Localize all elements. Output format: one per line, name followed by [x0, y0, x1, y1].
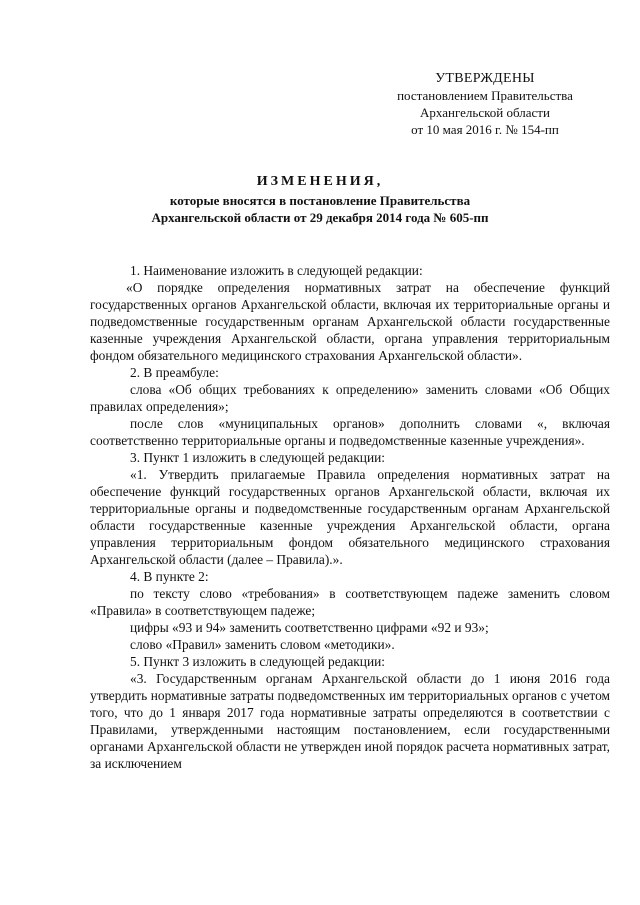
document-subtitle: которые вносятся в постановление Правительства — [169, 193, 471, 208]
list-item-heading: 3. Пункт 1 изложить в следующей редакции: — [130, 450, 386, 465]
paragraph: после слов «муниципальных органов» дополнить словами «, включая соответственно территориальные органы и подведомственные казенные учреждения». — [90, 416, 610, 448]
approval-heading: УТВЕРЖДЕНЫ — [435, 71, 535, 86]
list-item-heading: 2. В преамбуле: — [130, 365, 219, 380]
approval-line: Архангельской области — [420, 105, 550, 120]
paragraph: «3. Государственным органам Архангельской области до 1 июня 2016 года утвердить нормативные затраты подведомственных им территориальных органов с учетом того, что до 1 января 2017 года нормативные затраты определяются в соответствии с Правилами, утвержденными настоящим постановлением, если государственными органами Архангельской области не утвержден иной порядок расчета нормативных затрат, за исключением — [90, 671, 610, 771]
document-subtitle: Архангельской области от 29 декабря 2014 года № 605-пп — [151, 210, 489, 225]
approval-date: от 10 мая 2016 г. № 154-пп — [411, 122, 559, 137]
paragraph: цифры «93 и 94» заменить соответственно цифрами «92 и 93»; — [130, 620, 489, 635]
paragraph: слово «Правил» заменить словом «методики». — [130, 637, 395, 652]
paragraph: «1. Утвердить прилагаемые Правила определения нормативных затрат на обеспечение функций государственных органов Архангельской области, включая их территориальные органы и подведомственные государственным органам Архангельской области государственные казенные учреждения Архангельской области, органа управления территориальным фондом обязательного медицинского страхования Архангельской области (далее – Правила).». — [90, 467, 610, 567]
paragraph: «О порядке определения нормативных затрат на обеспечение функций государственных органов Архангельской области, включая их территориальные органы и подведомственные государственным органам Архангельской области государственные казенные учреждения Архангельской области, органа управления территориальным фондом обязательного медицинского страхования Архангельской области». — [90, 280, 610, 363]
document-body — [90, 262, 610, 772]
list-item-heading: 4. В пункте 2: — [130, 569, 209, 584]
document-title: ИЗМЕНЕНИЯ, — [256, 174, 384, 189]
paragraph: по тексту слово «требования» в соответствующем падеже заменить словом «Правила» в соответствующем падеже; — [90, 586, 610, 618]
list-item-heading: 5. Пункт 3 изложить в следующей редакции: — [130, 654, 386, 669]
paragraph: слова «Об общих требованиях к определению» заменить словами «Об Общих правилах определения»; — [90, 382, 610, 414]
list-item-heading: 1. Наименование изложить в следующей редакции: — [130, 263, 423, 278]
approval-line: постановлением Правительства — [397, 88, 573, 103]
